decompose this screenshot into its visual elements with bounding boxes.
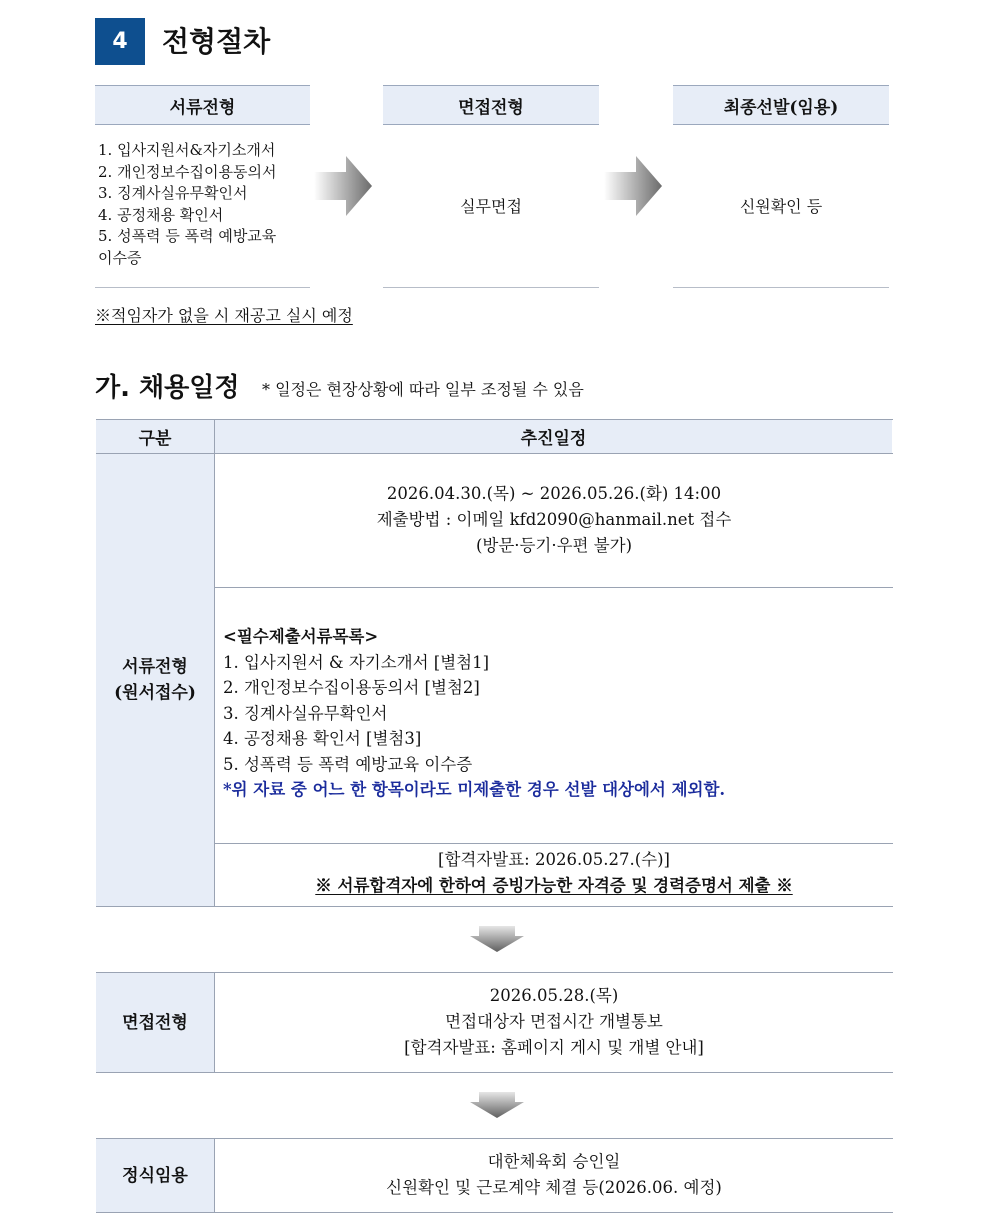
appointment-line: 신원확인 및 근로계약 체결 등(2026.06. 예정) (386, 1178, 722, 1197)
interview-notice: 면접대상자 면접시간 개별통보 (445, 1012, 663, 1031)
documents-list-item: 5. 성폭력 등 폭력 예방교육 (98, 227, 277, 245)
step-body-documents (95, 124, 310, 288)
right-arrow-icon (314, 156, 372, 216)
submission-method-text: 제출방법 : 이메일 kfd2090@hanmail.net 접수 (376, 510, 732, 529)
row-label-line: (원서접수) (114, 683, 196, 703)
table-header-category: 구분 (96, 420, 214, 453)
step-body-final-selection (673, 124, 889, 288)
required-document-item: 5. 성폭력 등 폭력 예방교육 이수증 (223, 754, 473, 774)
documents-list-item: 이수증 (98, 248, 142, 267)
submission-method-note: (방문·등기·우편 불가) (475, 536, 633, 555)
right-arrow-icon (604, 156, 662, 216)
required-documents-title: <필수제출서류목록> (223, 627, 379, 646)
table-header-schedule: 추진일정 (215, 420, 892, 453)
document-stage-period-cell (215, 481, 893, 559)
interview-date: 2026.05.28.(목) (489, 986, 619, 1005)
documents-list-item: 4. 공정채용 확인서 (98, 205, 224, 224)
step-body-interview (383, 124, 599, 288)
documents-list-item: 2. 개인정보수집이용동의서 (98, 162, 277, 181)
documents-list (95, 124, 310, 269)
section-number-badge: 4 (95, 18, 145, 65)
required-document-item: 2. 개인정보수집이용동의서 [별첨2] (223, 678, 480, 697)
step-body-text: 실무면접 (460, 197, 522, 216)
required-document-item: 3. 징계사실유무확인서 (223, 703, 388, 723)
schedule-note: * 일정은 현장상황에 따라 일부 조정될 수 있음 (262, 380, 584, 399)
documents-list-item: 1. 입사지원서&자기소개서 (98, 141, 276, 159)
interview-result: [합격자발표: 홈페이지 게시 및 개별 안내] (404, 1038, 704, 1057)
exclusion-warning: *위 자료 중 어느 한 항목이라도 미제출한 경우 선발 대상에서 제외함. (223, 780, 726, 799)
row-label-document-stage (96, 454, 214, 906)
section-title: 전형절차 (162, 25, 271, 58)
period-text: 2026.04.30.(목) ~ 2026.05.26.(화) 14:00 (386, 484, 722, 503)
required-documents-cell (223, 624, 888, 803)
row-label-appointment-stage: 정식임용 (96, 1139, 214, 1212)
reannouncement-note: ※적임자가 없을 시 재공고 실시 예정 (95, 306, 353, 325)
schedule-title: 가. 채용일정 (95, 373, 240, 403)
step-body-text: 신원확인 등 (739, 197, 823, 216)
step-header-documents: 서류전형 (95, 85, 310, 125)
appointment-line: 대한체육회 승인일 (487, 1152, 621, 1171)
down-arrow-icon (470, 926, 524, 952)
down-arrow-icon (470, 1092, 524, 1118)
appointment-stage-cell (215, 1149, 893, 1201)
required-document-item: 4. 공정채용 확인서 [별첨3] (223, 729, 422, 748)
document-result-cell (215, 847, 893, 899)
step-header-interview: 면접전형 (383, 85, 599, 125)
interview-stage-cell (215, 983, 893, 1061)
required-document-item: 1. 입사지원서 & 자기소개서 [별첨1] (223, 652, 490, 672)
step-header-final-selection: 최종선발(임용) (673, 85, 889, 125)
document-result-note: ※ 서류합격자에 한하여 증빙가능한 자격증 및 경력증명서 제출 ※ (315, 876, 793, 895)
row-label-line: 서류전형 (122, 657, 188, 677)
documents-list-item: 3. 징계사실유무확인서 (98, 184, 248, 202)
document-result-text: [합격자발표: 2026.05.27.(수)] (438, 850, 670, 869)
row-label-interview-stage: 면접전형 (96, 973, 214, 1072)
